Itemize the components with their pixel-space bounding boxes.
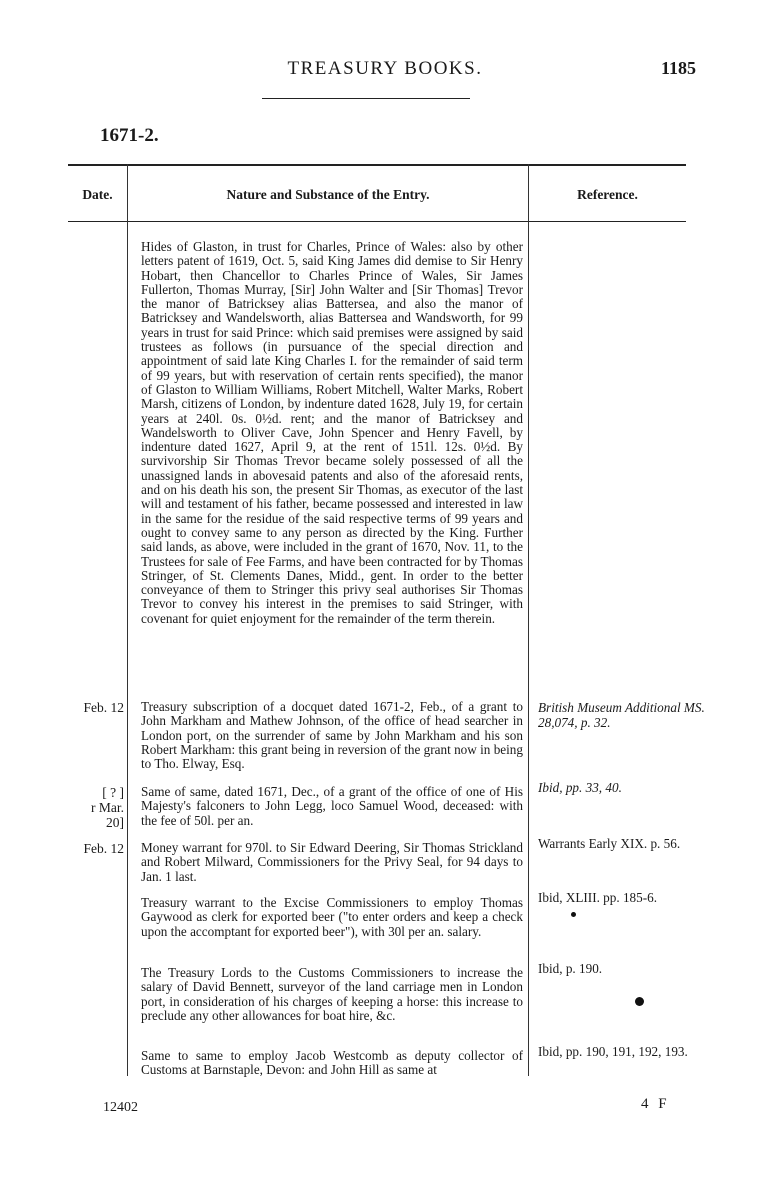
column-header-nature: Nature and Substance of the Entry.: [226, 187, 430, 202]
page-number: 1185: [660, 58, 696, 78]
printer-signature-mark: 12402: [103, 1100, 138, 1115]
entry-text: Treasury subscription of a docquet dated 1671-2, Feb., of a grant to John Markham and Mathew Johnson, of the office of head searcher in London port, on the surrender of same by John Markham and his son Robert Markham: this grant being in reversion of the grant now in being to Tho. Elway, Esq.: [141, 699, 523, 772]
table-top-rule: [68, 164, 686, 166]
ink-spot: [635, 997, 644, 1006]
entry-reference: Ibid, pp. 33, 40.: [538, 780, 622, 795]
entry-reference: Ibid, p. 190.: [538, 961, 603, 976]
entry-text: Money warrant for 970l. to Sir Edward Deering, Sir Thomas Strickland and Robert Milward, Commissioners for the Privy Seal, for 94 days to Jan. 1 last.: [141, 840, 523, 884]
gathering-signature: 4 F: [641, 1096, 670, 1112]
header-rule: [262, 98, 470, 99]
ink-spot: [571, 912, 576, 917]
table-header-rule: [68, 221, 686, 222]
entry-reference: Ibid, XLIII. pp. 185-6.: [538, 890, 658, 905]
column-header-date: Date.: [82, 187, 113, 202]
column-header-reference: Reference.: [577, 187, 638, 202]
column-divider-date: [127, 164, 128, 1076]
page-title: TREASURY BOOKS.: [287, 58, 483, 79]
column-divider-reference: [528, 164, 529, 1076]
entry-text: The Treasury Lords to the Customs Commissioners to increase the salary of David Bennett, surveyor of the land carriage men in London port, in consideration of his charges of keeping a horse: this increase to preclude any other allowances for boat hire, &c.: [141, 965, 523, 1023]
entry-date: Feb. 12: [83, 700, 124, 715]
year-heading: 1671-2.: [100, 125, 159, 146]
entry-text: Same of same, dated 1671, Dec., of a grant of the office of one of His Majesty's falconers to John Legg, loco Samuel Wood, deceased: with the fee of 50l. per an.: [141, 784, 523, 828]
entry-reference: British Museum Additional MS. 28,074, p. 32.: [538, 700, 705, 730]
entry-text: Same to same to employ Jacob Westcomb as deputy collector of Customs at Barnstaple, Devon: and John Hill as same at: [141, 1048, 523, 1078]
entry-text: Treasury warrant to the Excise Commissioners to employ Thomas Gaywood as clerk for exported beer ("to enter orders and keep a check upon the accomptant for exported beer"), with 30l per an. salary.: [141, 895, 523, 939]
entry-date: Feb. 12: [83, 841, 124, 856]
entry-text: Hides of Glaston, in trust for Charles, Prince of Wales: also by other letters patent of 1619, Oct. 5, said King James did demise to Sir Henry Hobart, then Chancellor to Charles Prince of Wales, Sir James Fullerton, Thomas Murray, [Sir] John Walter and [Sir Thomas] Trevor the manor of Batricksey alias Battersea, and also the manor of Batricksey and Wandelsworth, alias Battersea and Wandsworth, for 99 years in trust for said Prince: which said premises were assigned by said trustees as follows (in pursuance of the special direction and appointment of said late King Charles I. for the remainder of said term of 99 years, but with reservation of certain rents specified), the manor of Glaston to William Williams, Robert Mitchell, Walter Marks, Robert Marsh, citizens of London, by indenture dated 1628, July 19, for certain years at 240l. 0s. 0½d. rent; and the manor of Batricksey and Wandelsworth to Oliver Cave, John Spencer and Henry Favell, by indenture dated 1627, April 9, at the rent of 151l. 12s. 0½d. By survivorship Sir Thomas Trevor became solely possessed of all the unassigned lands in abovesaid patents and also of the aforesaid rents, and on his death his son, the present Sir Thomas, as executor of the last will and testament of his father, became possessed and interested in law in the same for the residue of the said respective terms of 99 years and ought to convey same to any person as directed by the King. Further said lands, as above, were included in the grant of 1670, Nov. 11, to the Trustees for sale of Fee Farms, and have been contracted for by Thomas Stringer, of St. Clements Danes, Midd., gent. In order to the better conveyance of them to Stringer this privy seal authorises Sir Thomas Trevor to convey his interest in the premises to said Stringer, with covenant for quiet enjoyment for the remainder of the term therein.: [141, 239, 523, 626]
entry-date: [ ? ] r Mar. 20]: [91, 785, 124, 830]
entry-reference: Ibid, pp. 190, 191, 192, 193.: [538, 1044, 688, 1059]
entry-reference: Warrants Early XIX. p. 56.: [538, 836, 681, 851]
